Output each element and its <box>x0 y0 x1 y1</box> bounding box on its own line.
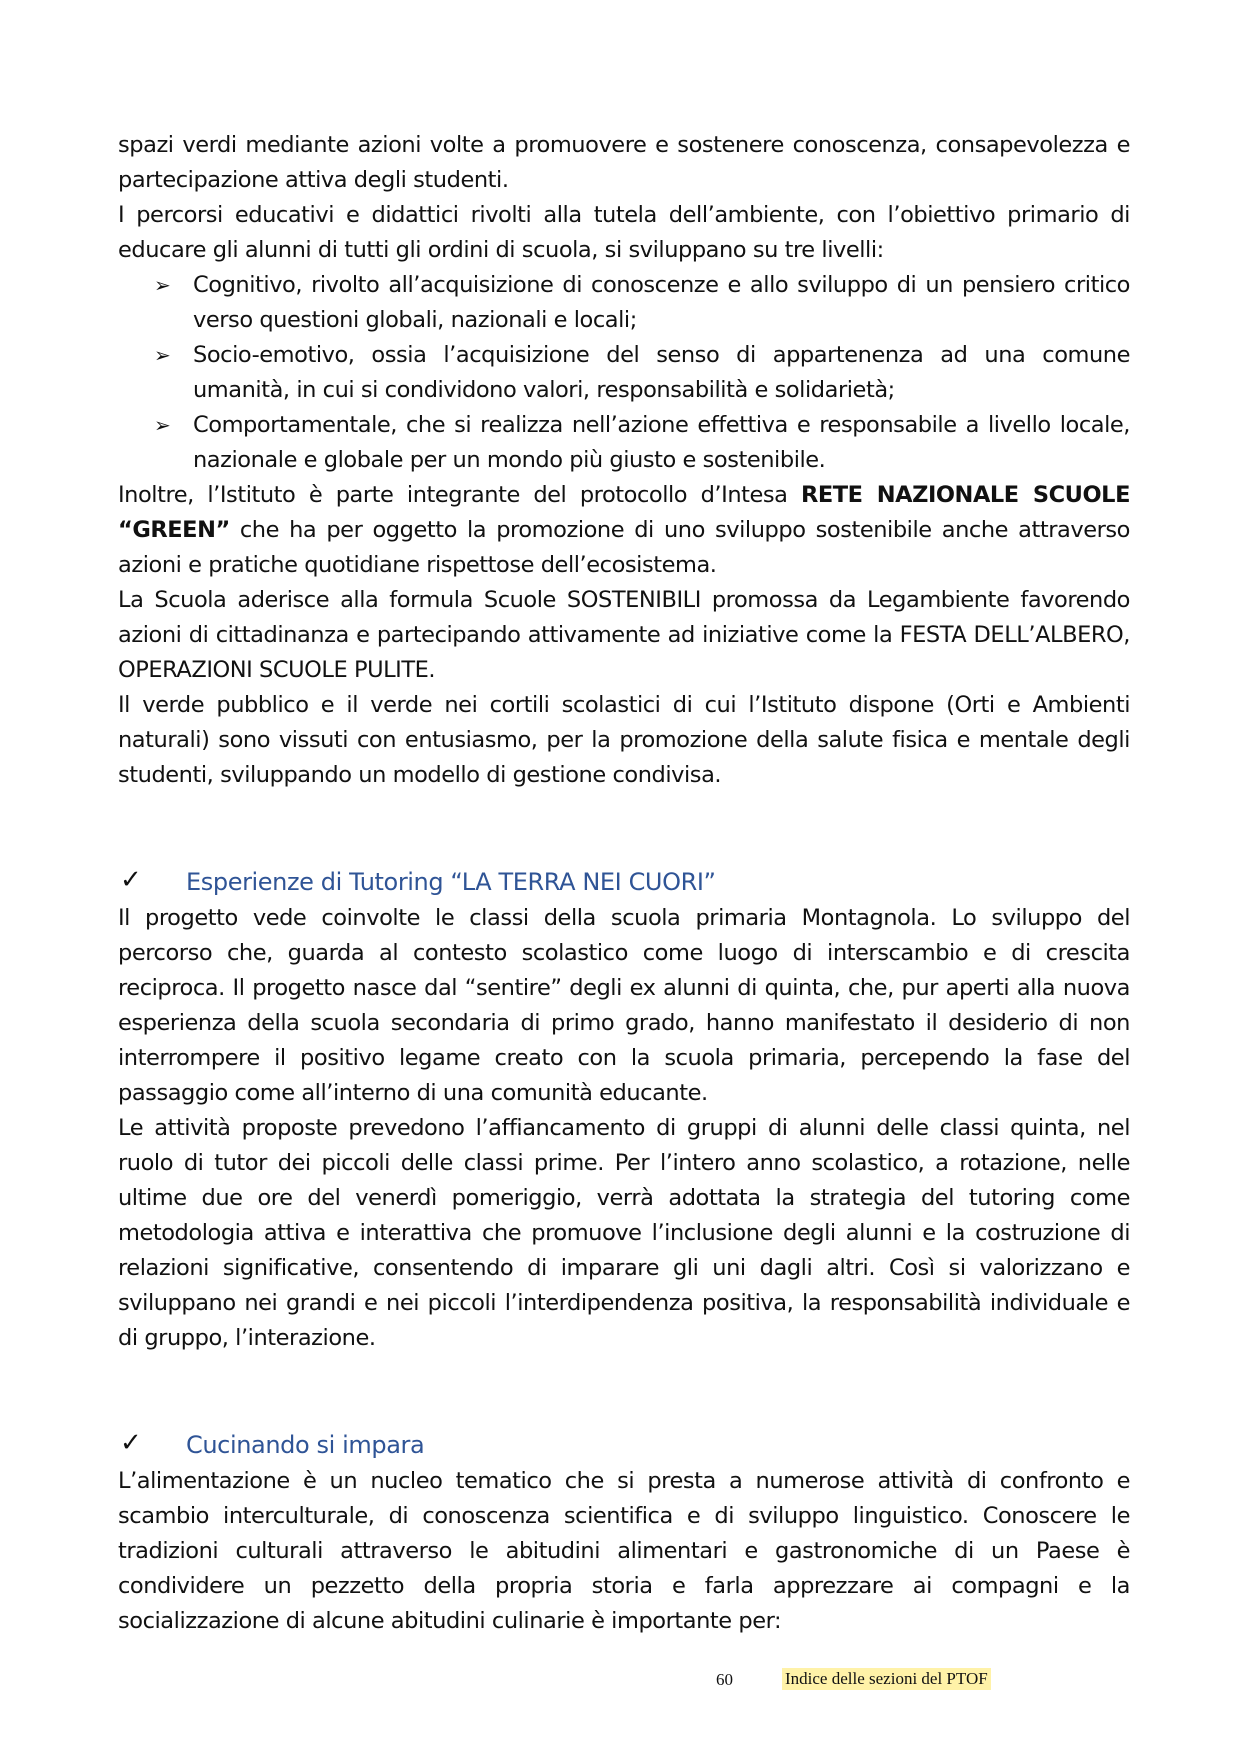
paragraph: spazi verdi mediante azioni volte a promuovere e sostenere conoscenza, consapevolezza e partecipazione attiva degli studenti. <box>118 132 1130 193</box>
checkmark-icon: ✓ <box>120 865 142 895</box>
section-heading-tutoring <box>118 861 1130 901</box>
paragraph: Le attività proposte prevedono l’affiancamento di gruppi di alunni delle classi quinta, nel ruolo di tutor dei piccoli delle classi prime. Per l’intero anno scolastico, a rotazione, nelle ultime due ore del venerdì pomeriggio, verrà adottata la strategia del tutoring come metodologia attiva e interattiva che promuove l’inclusione degli alunni e la costruzione di relazioni significative, consentendo di imparare gli uni dagli altri. Così si valorizzano e sviluppano nei grandi e nei piccoli l’interdipendenza positiva, la responsabilità individuale e di gruppo, l’interazione. <box>118 1115 1130 1351</box>
page-footer <box>0 1666 1243 1696</box>
section-title: Esperienze di Tutoring “LA TERRA NEI CUORI” <box>186 868 716 896</box>
list-item: ➢ Socio-emotivo, ossia l’acquisizione del senso di appartenenza ad una comune umanità, in cui si condividono valori, responsabilità e solidarietà; <box>118 338 1130 408</box>
paragraph: La Scuola aderisce alla formula Scuole SOSTENIBILI promossa da Legambiente favorendo azioni di cittadinanza e partecipando attivamente ad iniziative come la FESTA DELL’ALBERO, OPERAZIONI SCUOLE PULITE. <box>118 587 1130 683</box>
document-body <box>118 128 1130 1639</box>
page-number: 60 <box>716 1670 733 1689</box>
list-item: ➢ Comportamentale, che si realizza nell’azione effettiva e responsabile a livello locale, nazionale e globale per un mondo più giusto e sostenibile. <box>118 408 1130 478</box>
list-item: ➢ Cognitivo, rivolto all’acquisizione di conoscenze e allo sviluppo di un pensiero critico verso questioni globali, nazionali e locali; <box>118 268 1130 338</box>
paragraph-green-network: Inoltre, l’Istituto è parte integrante del protocollo d’Intesa RETE NAZIONALE SCUOLE “GREEN” che ha per oggetto la promozione di uno sviluppo sostenibile anche attraverso azioni e pratiche quotidiane rispettose dell’ecosistema. <box>118 482 1130 578</box>
levels-list <box>118 268 1130 478</box>
paragraph: I percorsi educativi e didattici rivolti alla tutela dell’ambiente, con l’obiettivo primario di educare gli alunni di tutti gli ordini di scuola, si sviluppano su tre livelli: <box>118 202 1130 263</box>
bold-network-name: RETE NAZIONALE SCUOLE “GREEN” <box>118 482 1130 543</box>
section-title: Cucinando si impara <box>186 1431 425 1459</box>
checkmark-icon: ✓ <box>120 1428 142 1458</box>
paragraph: Il progetto vede coinvolte le classi della scuola primaria Montagnola. Lo sviluppo del percorso che, guarda al contesto scolastico come luogo di interscambio e di crescita reciproca. Il progetto nasce dal “sentire” degli ex alunni di quinta, che, pur aperti alla nuova esperienza della scuola secondaria di primo grado, hanno manifestato il desiderio di non interrompere il positivo legame creato con la scuola primaria, percependo la fase del passaggio come all’interno di una comunità educante. <box>118 905 1130 1106</box>
arrow-bullet-icon: ➢ <box>154 343 171 367</box>
index-link[interactable]: Indice delle sezioni del PTOF <box>782 1668 991 1690</box>
paragraph: Il verde pubblico e il verde nei cortili scolastici di cui l’Istituto dispone (Orti e Ambienti naturali) sono vissuti con entusiasmo, per la promozione della salute fisica e mentale degli studenti, sviluppando un modello di gestione condivisa. <box>118 692 1130 788</box>
section-heading-cooking <box>118 1424 1130 1464</box>
arrow-bullet-icon: ➢ <box>154 273 171 297</box>
arrow-bullet-icon: ➢ <box>154 413 171 437</box>
paragraph: L’alimentazione è un nucleo tematico che si presta a numerose attività di confronto e scambio interculturale, di conoscenza scientifica e di sviluppo linguistico. Conoscere le tradizioni culturali attraverso le abitudini alimentari e gastronomiche di un Paese è condividere un pezzetto della propria storia e farla apprezzare ai compagni e la socializzazione di alcune abitudini culinarie è importante per: <box>118 1468 1130 1634</box>
